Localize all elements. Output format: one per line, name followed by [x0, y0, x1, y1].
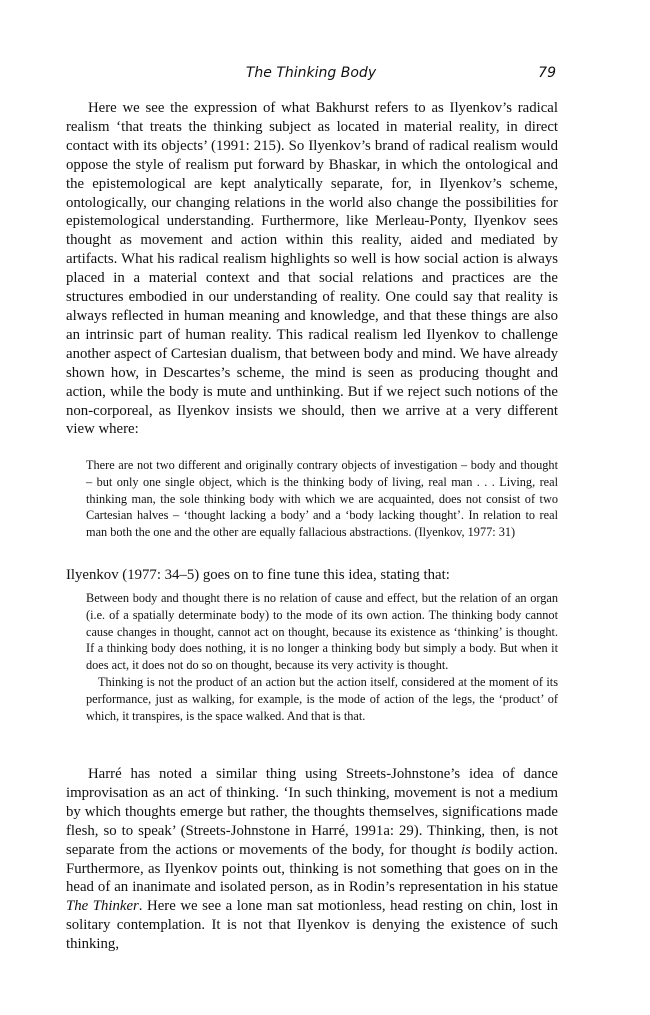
block-quote-1 — [66, 457, 558, 541]
paragraph-3-emphasis-is: is — [460, 841, 471, 858]
paragraph-3-segment-2: bodily action. Furthermore, as Ilyenkov points out, thinking is not something that goes on in the head of an inanimate and isolated person, as in Rodin’s representation in his statue — [66, 841, 558, 896]
block-quote-1-text: There are not two different and originally contrary objects of investigation – body and thought – but only one single object, which is the thinking body of living, real man . . . Living, real thinking man, the sole thinking body with which we are acquainted, does not consist of two Cartesian halves – ‘thought lacking a body’ and a ‘body lacking thought’. In relation to real man both the one and the other are equally fallacious abstractions. (Ilyenkov, 1977: 31) — [86, 458, 558, 540]
page-number: 79 — [538, 65, 556, 81]
running-head — [66, 63, 556, 83]
paragraph-2 — [66, 566, 558, 585]
block-quote-2 — [66, 590, 558, 724]
statue-title-the-thinker: The Thinker — [66, 898, 139, 915]
paragraph-2-text: Ilyenkov (1977: 34–5) goes on to fine tune this idea, stating that: — [66, 567, 450, 583]
paragraph-3-segment-3: . Here we see a lone man sat motionless, head resting on chin, lost in solitary contemplation. It is not that Ilyenkov is denying the existence of such thinking, — [66, 898, 558, 953]
paragraph-1-text: Here we see the expression of what Bakhurst refers to as Ilyenkov’s radical realism ‘that treats the thinking subject as located in material reality, in direct contact with its objects’ (1991: 215). So Ilyenkov’s brand of radical realism would oppose the style of realism put forward by Bhaskar, in which the ontological and the epistemological are kept analytically separate, for, in Ilyenkov’s scheme, ontologically, our changing relations in the world also change the possibilities for epistemological understanding. Furthermore, like Merleau-Ponty, Ilyenkov sees thought as movement and action within this reality, aided and mediated by artifacts. What his radical realism highlights so well is how social action is always placed in a material context and that social relations and practices are the structures embodied in our understanding of reality. One could say that reality is always reflected in human meaning and knowledge, and that these things are also an intrinsic part of human reality. This radical realism led Ilyenkov to challenge another aspect of Cartesian dualism, that between body and mind. We have already shown how, in Descartes’s scheme, the mind is seen as producing thought and action, while the body is mute and unthinking. But if we reject such notions of the non-corporeal, as Ilyenkov insists we should, then we arrive at a very different view where: — [66, 100, 558, 438]
block-quote-2-part-1: Between body and thought there is no relation of cause and effect, but the relation of an organ (i.e. of a spatially determinate body) to the mode of its own action. The thinking body cannot cause changes in thought, cannot act on thought, because its existence as ‘thinking’ is thought. If a thinking body does nothing, it is no longer a thinking body but simply a body. But when it does act, it does not do so on thought, because its very activity is thought. — [86, 591, 558, 673]
running-title: The Thinking Body — [245, 65, 377, 81]
block-quote-2-part-2: Thinking is not the product of an action but the action itself, considered at the moment of its performance, just as walking, for example, is the mode of action of the legs, the ‘product’ of which, it transpires, is the space walked. And that is that. — [86, 674, 558, 723]
paragraph-3 — [66, 765, 558, 954]
paragraph-1 — [66, 99, 558, 439]
paragraph-3-text — [66, 765, 558, 954]
paragraph-3-segment-1: Harré has noted a similar thing using Streets-Johnstone’s idea of dance improvisation as an act of thinking. ‘In such thinking, movement is not a medium by which thoughts emerge but rather, the thoughts themselves, significations made flesh, so to speak’ (Streets-Johnstone in Harré, 1991a: 29). Thinking, then, is not separate from the actions or movements of the body, for thought — [66, 766, 558, 858]
